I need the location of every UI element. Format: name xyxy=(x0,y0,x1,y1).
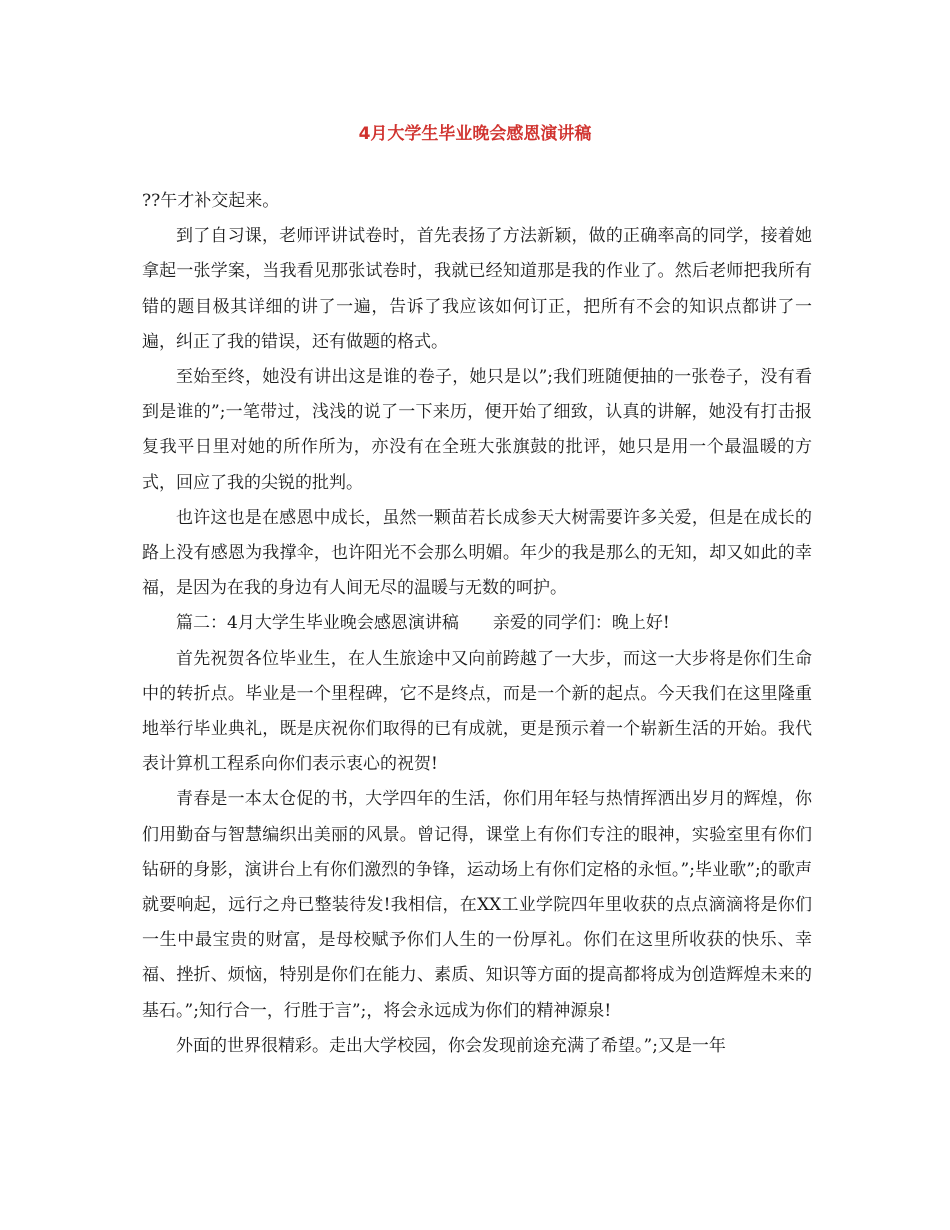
paragraph: 外面的世界很精彩。走出大学校园，你会发现前途充满了希望。”;又是一年 xyxy=(176,1035,726,1056)
paragraph: 青春是一本太仓促的书，大学四年的生活，你们用年轻与热情挥洒出岁月的辉煌，你们用勤奋与智慧编织出美丽的风景。曾记得，课堂上有你们专注的眼神，实验室里有你们钻研的身影，演讲台上有你们激烈的争锋，运动场上有你们定格的永恒。”;毕业歌”;的歌声就要响起，远行之舟已整装待发!我相信，在XX工业学院四年里收获的点点滴滴将是你们一生中最宝贵的财富，是母校赋予你们人生的一份厚礼。你们在这里所收获的快乐、幸福、挫折、烦恼，特别是你们在能力、素质、知识等方面的提高都将成为创造辉煌未来的基石。”;知行合一，行胜于言”;，将会永远成为你们的精神源泉! xyxy=(142,789,812,1021)
document-title: 4月大学生毕业晚会感恩演讲稿 xyxy=(358,124,592,144)
paragraph-section-heading: 篇二：4月大学生毕业晚会感恩演讲稿 亲爱的同学们：晚上好! xyxy=(176,613,670,634)
paragraph: 到了自习课，老师评讲试卷时，首先表扬了方法新颖，做的正确率高的同学，接着她拿起一张学案，当我看见那张试卷时，我就已经知道那是我的作业了。然后老师把我所有错的题目极其详细的讲了一遍，告诉了我应该如何订正，把所有不会的知识点都讲了一遍，纠正了我的错误，还有做题的格式。 xyxy=(142,226,812,352)
document-body xyxy=(142,184,812,1064)
paragraph-continuation: ??午才补交起来。 xyxy=(142,191,280,211)
paragraph: 也许这也是在感恩中成长，虽然一颗苗若长成参天大树需要许多关爱，但是在成长的路上没有感恩为我撑伞，也许阳光不会那么明媚。年少的我是那么的无知，却又如此的幸福，是因为在我的身边有人间无尽的温暖与无数的呵护。 xyxy=(142,507,812,599)
paragraph: 至始至终，她没有讲出这是谁的卷子，她只是以”;我们班随便抽的一张卷子，没有看到是谁的”;一笔带过，浅浅的说了一下来历，便开始了细致，认真的讲解，她没有打击报复我平日里对她的所作所为，亦没有在全班大张旗鼓的批评，她只是用一个最温暖的方式，回应了我的尖锐的批判。 xyxy=(142,367,812,493)
paragraph: 首先祝贺各位毕业生，在人生旅途中又向前跨越了一大步，而这一大步将是你们生命中的转折点。毕业是一个里程碑，它不是终点，而是一个新的起点。今天我们在这里隆重地举行毕业典礼，既是庆祝你们取得的已有成就，更是预示着一个崭新生活的开始。我代表计算机工程系向你们表示衷心的祝贺! xyxy=(142,648,812,775)
